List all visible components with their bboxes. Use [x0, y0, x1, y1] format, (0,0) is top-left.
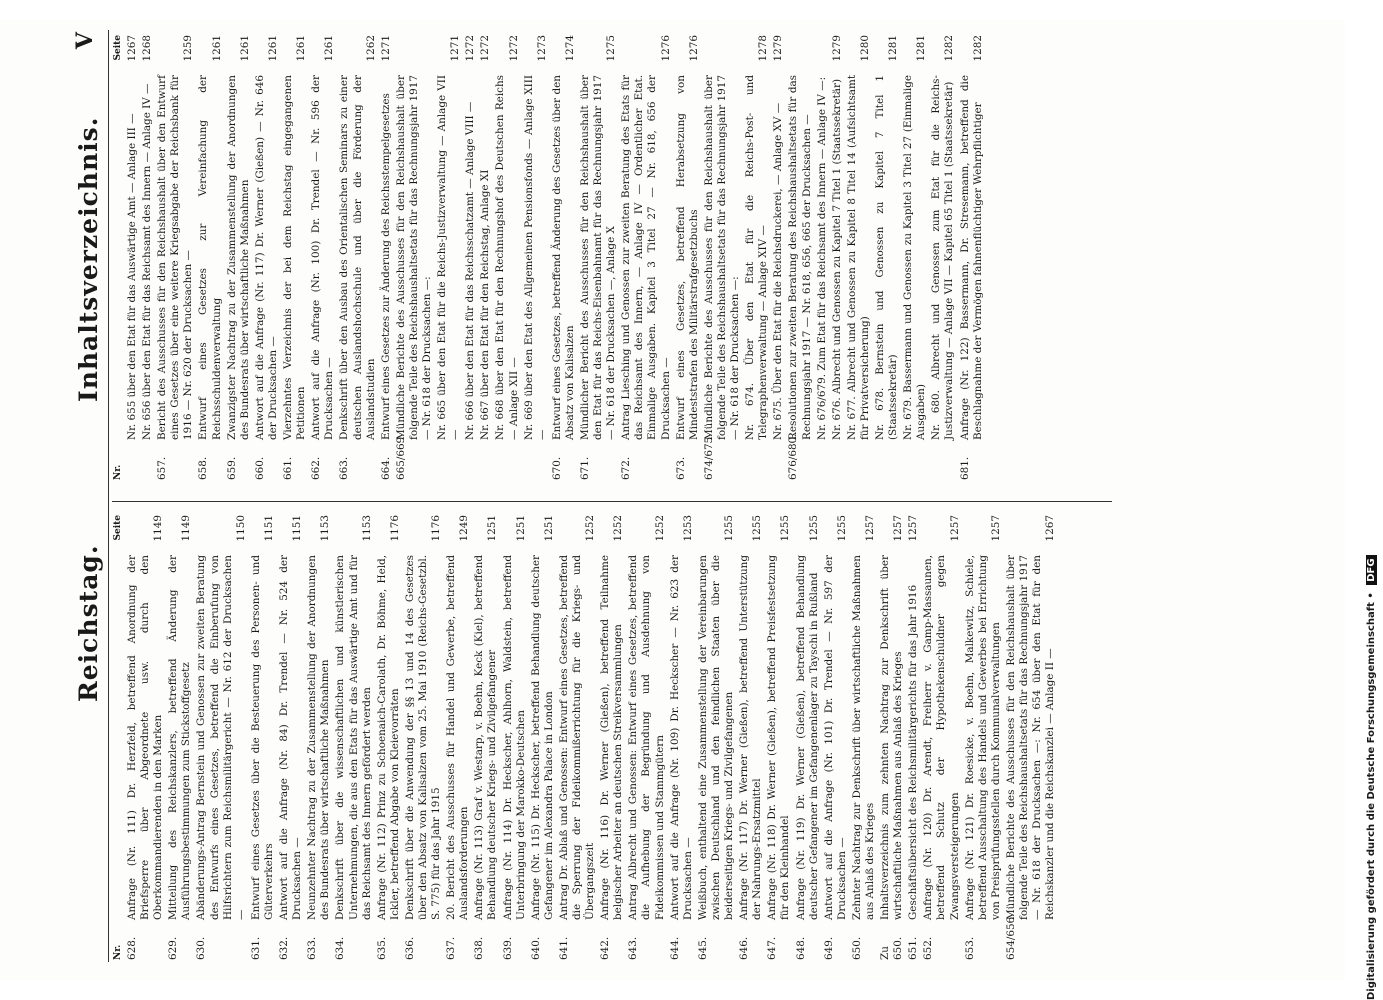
page-header: [72, 32, 112, 962]
entry-page: 1251: [542, 515, 555, 542]
entry-number: 674/675.: [702, 433, 715, 480]
entry-number: 642.: [599, 936, 612, 960]
toc-entry: [445, 515, 471, 960]
entry-page: 1276: [687, 35, 700, 62]
entry-number: [874, 440, 900, 480]
toc-entry: [530, 515, 556, 960]
toc-entry: [523, 35, 549, 480]
dfg-logo: DFG: [1366, 555, 1377, 584]
entry-text: Neunzehnter Nachtrag zu der Zusammenstellung der Anordnungen des Bundesrats über wirtschaftliche Maßnahmen: [306, 555, 332, 920]
entry-number: 634.: [334, 936, 347, 960]
toc-entry: [278, 515, 304, 960]
entry-number: 664.: [379, 456, 392, 480]
toc-entry: [922, 515, 961, 960]
toc-entry: [502, 515, 528, 960]
entry-number: [494, 440, 520, 480]
toc-entry: [846, 35, 872, 480]
entry-text: Entwurf eines Gesetzes, betreffend Herabsetzung von Mindeststrafen des Militärstrafgesetzbuchs: [674, 75, 700, 440]
entry-page: 1279: [830, 35, 843, 62]
entry-number: 663.: [338, 456, 351, 480]
toc-entry: [395, 35, 434, 480]
entry-page: 1267: [126, 35, 138, 62]
entry-number: 654/656.: [1004, 913, 1017, 960]
entry-number: 631.: [249, 936, 262, 960]
entry-page: 1153: [360, 515, 373, 542]
column-divider: [112, 501, 1112, 502]
entry-text: Nr. 677. Albrecht und Genossen zu Kapitel 8 Titel 14 (Aufsichtsamt für Privatversicherung): [845, 75, 871, 440]
entry-page: 1153: [319, 515, 332, 542]
entry-number: [744, 440, 770, 480]
entry-page: 1252: [584, 515, 597, 542]
entry-page: 1249: [458, 515, 471, 542]
entry-page: 1255: [723, 515, 736, 542]
toc-entry: [831, 35, 844, 480]
entry-page: 1257: [907, 515, 920, 542]
toc-entry: [874, 35, 900, 480]
entry-number: 659.: [225, 456, 238, 480]
toc-entry: [306, 515, 332, 960]
entry-number: 637.: [445, 936, 458, 960]
entry-page: 1255: [835, 515, 848, 542]
entry-text: Antwort auf die Anfrage (Nr. 109) Dr. Heckscher — Nr. 623 der Drucksachen —: [668, 555, 694, 920]
entry-text: Zehnter Nachtrag zur Denkschrift über wirtschaftliche Maßnahmen aus Anlaß des Krieges: [850, 555, 876, 920]
entry-number: 628.: [126, 936, 138, 960]
entry-page: 1262: [364, 35, 377, 62]
entry-text: Weißbuch, enthaltend eine Zusammenstellung der Vereinbarungen zwischen Deutschland und den feindlichen Staaten über die beiderseitigen Kriegs- und Zivilgefangenen: [696, 555, 736, 920]
entry-number: 681.: [958, 456, 971, 480]
entry-text: Inhaltsverzeichnis zum zehnten Nachtrag zur Denkschrift über wirtschaftliche Maßnahmen aus Anlaß des Krieges: [879, 555, 905, 920]
entry-number: 630.: [195, 936, 208, 960]
toc-entry: [551, 35, 577, 480]
entry-page: 1282: [943, 35, 956, 62]
entry-page: 1281: [887, 35, 900, 62]
entry-page: 1272: [464, 35, 477, 62]
entry-text: Anfrage (Nr. 121) Dr. Roesicke, v. Boehn, Malkewitz, Schiele, betreffend Ausschaltung des Handels und Gewerbes bei Errichtung von Preisprüfungsstellen durch Kommunalverwaltungen: [963, 555, 1002, 920]
toc-entry: [675, 35, 701, 480]
entry-number: 651.: [907, 936, 920, 960]
toc-entry: [195, 515, 247, 960]
entry-text: Nr. 680. Albrecht und Genossen zum Etat für die Reichs-Justizverwaltung — Anlage VII — Kapitel 65 Titel 1 (Staatssekretär): [930, 75, 956, 440]
entry-text: Entwurf eines Gesetzes zur Vereinfachung der Reichsschuldenverwaltung: [197, 75, 223, 440]
entry-number: [141, 440, 154, 480]
entry-text: Nr. 676. Albrecht und Genossen zu Kapitel 7 Titel 1 (Staatssekretär): [830, 78, 843, 440]
left-column-header: [112, 515, 126, 960]
entry-page: 1257: [989, 515, 1002, 542]
toc-entry: [197, 35, 223, 480]
entry-text: Mitteilung des Reichskanzlers, betreffend Änderung der Ausführungsbestimmungen zum Stickstoffgesetz: [167, 555, 193, 920]
entry-page: 1151: [291, 515, 304, 542]
entry-text: Geschäftsübersicht des Reichsmilitärgerichts für das Jahr 1916: [907, 584, 920, 920]
entry-number: 673.: [674, 456, 687, 480]
entry-text: Denkschrift über den Ausbau des Orientalischen Seminars zu einer deutschen Auslandshochschule und über die Förderung der Auslandstudien: [338, 75, 377, 440]
entry-page: 1278: [757, 35, 770, 62]
entry-number: [930, 440, 956, 480]
entry-text: Anfrage (Nr. 113) Graf v. Westarp, v. Boehn, Keck (Kiel), betreffend Behandlung deutscher Kriegs- und Zivilgefangener: [473, 555, 499, 920]
toc-entry: [473, 515, 499, 960]
entry-text: Anfrage (Nr. 111) Dr. Herzfeld, betreffend Anordnung der Briefsperre über Abgeordnete usw. durch den Oberkommandierenden in den Marken: [126, 555, 165, 920]
entry-text: Nr. 679. Bassermann und Genossen zu Kapitel 3 Titel 27 (Einmalige Ausgaben): [902, 75, 928, 440]
toc-entry: [620, 35, 672, 480]
entry-text: Nr. 676/679. Zum Etat für das Reichsamt des Innern — Anlage IV —:: [815, 76, 828, 440]
toc-entry: [879, 515, 905, 960]
toc-entry: [930, 35, 956, 480]
entry-number: 633.: [306, 936, 319, 960]
entry-page: 1252: [612, 515, 625, 542]
entry-text: Nr. 668 über den Etat für den Rechnungshof des Deutschen Reichs — Anlage XII —: [494, 75, 520, 440]
entry-number: 672.: [620, 456, 633, 480]
entry-text: Nr. 666 über den Etat für das Reichsschatzamt — Anlage VIII —: [464, 101, 477, 440]
entry-text: Nr. 678. Bernstein und Genossen zu Kapitel 7 Titel 1 (Staatssekretär): [873, 75, 900, 440]
page-numeral: V: [72, 32, 98, 50]
entry-number: 657.: [156, 456, 169, 480]
entry-page: 1280: [858, 35, 871, 62]
entry-page: 1257: [892, 515, 905, 542]
entry-page: 1257: [948, 515, 961, 542]
entry-text: Anfrage (Nr. 115) Dr. Heckscher, betreffend Behandlung deutscher Gefangener im Alexandra Palace in London: [529, 555, 555, 920]
entry-text: Resolutionen zur zweiten Beratung des Reichshaushaltsetats für das Rechnungsjahr 1917 — Nr. 618, 656, 665 der Drucksachen —: [787, 75, 813, 440]
entry-number: [772, 440, 785, 480]
toc-entry: [744, 35, 770, 480]
left-column: [112, 515, 1112, 960]
entry-page: 1151: [262, 515, 275, 542]
entry-page: 1261: [210, 35, 223, 62]
toc-entry: [167, 515, 193, 960]
toc-entry: [464, 35, 477, 480]
entry-number: 645.: [696, 936, 709, 960]
entry-text: Antrag Albrecht und Genossen: Entwurf eines Gesetzes, betreffend die Aufhebung der Begründung und Ausdehnung von Fideikommissen und Stammgütern: [627, 555, 666, 920]
dfg-stamp: [1366, 0, 1380, 1000]
toc-entry: [823, 515, 849, 960]
entry-text: Anfrage (Nr. 120) Dr. Arendt, Freiherr v. Gamp-Massaunen, betreffend Schutz der Hypothekenschuldner gegen Zwangsversteigerungen: [922, 555, 961, 920]
toc-entry: [579, 35, 618, 480]
entry-page: 1259: [182, 35, 195, 62]
entry-page: 1176: [388, 515, 401, 542]
entry-number: 650.: [850, 936, 863, 960]
entry-text: Anfrage (Nr. 112) Prinz zu Schoenaich-Carolath, Dr. Böhme, Held, Ickler, betreffend Abgabe von Kleievorräten: [375, 555, 401, 920]
entry-number: [902, 440, 928, 480]
entry-number: 653.: [963, 936, 976, 960]
entry-number: 638.: [473, 936, 486, 960]
entry-page: 1268: [141, 35, 154, 62]
toc-entry: [787, 35, 813, 480]
seite-header: Seite: [113, 35, 123, 61]
entry-text: Nr. 667 über den Etat für den Reichstag, Anlage XI: [479, 169, 492, 440]
toc-entry: [599, 515, 625, 960]
entry-page: 1253: [681, 515, 694, 542]
entry-page: 1252: [653, 515, 666, 542]
toc-entry: [250, 515, 276, 960]
entry-number: 636.: [403, 936, 416, 960]
entry-text: Mündliche Berichte des Ausschusses für den Reichshaushalt über folgende Teile des Reichshaushaltsetats für das Rechnungsjahr 1917 — Nr. 618 der Drucksachen —: Nr. 654 über den Etat für den Reichskanzler und die Reichskanzlei — Anlage II —: [1004, 555, 1057, 920]
entry-text: Abänderungs-Antrag Bernstein und Genossen zur zweiten Beratung des Entwurfs eines Gesetzes, betreffend die Einberufung von Hilfsrichtern zum Reichsmilitärgericht — Nr. 612 der Drucksachen —: [195, 555, 247, 920]
toc-entry: [902, 35, 928, 480]
entry-text: Mündlicher Bericht des Ausschusses für den Reichshaushalt über den Etat für das Reichs-Eisenbahnamt für das Rechnungsjahr 1917 — Nr. 618 der Drucksachen —, Anlage X: [579, 75, 618, 440]
toc-entry: [772, 35, 785, 480]
entry-number: 635.: [375, 936, 388, 960]
entry-number: 676/680.: [787, 433, 800, 480]
entry-number: 658.: [197, 456, 210, 480]
toc-entry: [436, 35, 462, 480]
entry-number: 652.: [922, 936, 935, 960]
entry-page: 1251: [514, 515, 527, 542]
toc-entry: [795, 515, 821, 960]
entry-text: Anfrage (Nr. 116) Dr. Werner (Gießen), betreffend Teilnahme belgischer Arbeiter an deutschen Streikversammlungen: [599, 555, 625, 920]
header-right-title: Inhaltsverzeichnis.: [74, 116, 103, 402]
toc-entry: [494, 35, 520, 480]
entry-text: Nr. 665 über den Etat für die Reichs-Justizverwaltung — Anlage VII —: [436, 75, 462, 440]
entry-number: 647.: [766, 936, 779, 960]
header-left-title: Reichstag.: [74, 544, 103, 702]
entry-number: [479, 440, 492, 480]
entry-number: [436, 440, 462, 480]
entry-number: 661.: [282, 456, 295, 480]
entry-number: [523, 440, 549, 480]
entry-number: 641.: [557, 936, 570, 960]
nr-header: Nr.: [113, 464, 123, 480]
toc-entry: [479, 35, 492, 480]
entry-number: [846, 440, 872, 480]
left-entry-list: [126, 515, 1057, 960]
entry-number: 649.: [822, 936, 835, 960]
toc-entry: [334, 515, 373, 960]
entry-page: 1261: [266, 35, 279, 62]
toc-entry: [907, 515, 920, 960]
entry-text: 20. Bericht des Ausschusses für Handel und Gewerbe, betreffend Auslandsforderungen: [445, 555, 471, 920]
header-rule: [108, 30, 109, 962]
entry-page: 1176: [430, 515, 443, 542]
entry-number: 662.: [310, 456, 323, 480]
toc-entry: [558, 515, 597, 960]
entry-page: 1282: [971, 35, 984, 62]
toc-entry: [141, 35, 154, 480]
right-entry-list: [126, 35, 985, 480]
entry-text: Antrag Dr. Ablaß und Genossen: Entwurf eines Gesetzes, betreffend die Sperrung der Fideikommißerrichtung für die Kriegs- und Übergangszeit: [557, 555, 597, 920]
entry-page: 1261: [323, 35, 336, 62]
entry-text: Antwort auf die Anfrage (Nr. 84) Dr. Trendel — Nr. 524 der Drucksachen —: [278, 555, 304, 920]
entry-text: Vierzehntes Verzeichnis der bei dem Reichstag eingegangenen Petitionen: [282, 75, 308, 440]
entry-number: [816, 440, 829, 480]
toc-entry: [703, 35, 742, 480]
entry-text: Anfrage (Nr. 119) Dr. Werner (Gießen), betreffend Behandlung deutscher Gefangener im Gefangenenlager zu Tayschi in Rußland: [794, 555, 820, 920]
entry-number: 629.: [167, 936, 180, 960]
toc-entry: [697, 515, 736, 960]
toc-entry: [1005, 515, 1057, 960]
entry-number: 640.: [529, 936, 542, 960]
toc-entry: [766, 515, 792, 960]
entry-page: 1149: [180, 515, 193, 542]
right-column-header: [112, 35, 126, 480]
dfg-stamp-text: Digitalisierung gefördert durch die Deutsche Forschungsgemeinschaft •: [1366, 592, 1377, 1000]
toc-entry: [851, 515, 877, 960]
entry-text: Mündliche Berichte des Ausschusses für den Reichshaushalt über folgende Teile des Reichshaushaltsetats für das Rechnungsjahr 1917 — Nr. 618 der Drucksachen —:: [702, 75, 742, 440]
toc-entry: [338, 35, 377, 480]
entry-text: Nr. 655 über den Etat für das Auswärtige Amt — Anlage III —: [126, 113, 138, 440]
entry-page: 1261: [295, 35, 308, 62]
entry-page: 1261: [238, 35, 251, 62]
entry-number: Zu 650.: [879, 936, 905, 960]
entry-text: Anfrage (Nr. 114) Dr. Heckscher, Ahlhorn, Waldstein, betreffend Unterbringung der Marokko-Deutschen: [501, 555, 527, 920]
entry-page: 1271: [379, 35, 392, 62]
entry-text: Nr. 669 über den Etat des Allgemeinen Pensionsfonds — Anlage XIII —: [522, 75, 548, 440]
entry-page: 1149: [152, 515, 165, 542]
toc-entry: [959, 35, 985, 480]
toc-entry: [126, 35, 139, 480]
entry-page: 1255: [807, 515, 820, 542]
entry-page: 1276: [659, 35, 672, 62]
entry-text: Zwanzigster Nachtrag zu der Zusammenstellung der Anordnungen des Bundesrats über wirtschaftliche Maßnahmen: [225, 75, 251, 440]
entry-number: 643.: [627, 936, 640, 960]
entry-text: Anfrage (Nr. 117) Dr. Werner (Gießen), betreffend Unterstützung der Nahrungs-Ersatzmittel: [738, 555, 764, 920]
entry-text: Mündliche Berichte des Ausschusses für den Reichshaushalt über folgende Teile des Reichshaushaltsetats für das Rechnungsjahr 1917 — Nr. 618 der Drucksachen —:: [394, 75, 433, 440]
entry-number: 648.: [794, 936, 807, 960]
toc-entry: [380, 35, 393, 480]
entry-text: Antwort auf die Anfrage (Nr. 100) Dr. Trendel — Nr. 596 der Drucksachen —: [310, 75, 336, 440]
entry-text: Entwurf eines Gesetzes zur Änderung des Reichsstempelgesetzes: [379, 93, 392, 440]
toc-entry: [254, 35, 280, 480]
entry-number: [831, 440, 844, 480]
entry-number: 632.: [278, 936, 291, 960]
entry-page: 1257: [863, 515, 876, 542]
entry-text: Bericht des Ausschusses für den Reichshaushalt über den Entwurf eines Gesetzes über eine weitere Kriegsabgabe der Reichsbank für 1916 — Nr. 620 der Drucksachen —: [156, 75, 195, 440]
entry-page: 1272: [507, 35, 520, 62]
entry-page: 1274: [563, 35, 576, 62]
right-column: [112, 35, 1122, 480]
entry-text: Anfrage (Nr. 122) Bassermann, Dr. Stresemann, betreffend die Beschlagnahme der Vermögen fahnenflüchtiger Wehrpflichtiger: [958, 75, 984, 440]
entry-text: Antwort auf die Anfrage (Nr. 101) Dr. Trendel — Nr. 597 der Drucksachen —: [822, 555, 848, 920]
entry-text: Antrag Liesching und Genossen zur zweiten Beratung des Etats für das Reichsamt des Innern, — Anlage IV — Ordentlicher Etat. Einmalige Ausgaben. Kapitel 3 Titel 27 — Nr. 618, 656 der Drucksachen —: [620, 75, 672, 440]
toc-entry: [282, 35, 308, 480]
entry-number: [126, 440, 139, 480]
entry-page: 1150: [234, 515, 247, 542]
entry-page: 1255: [779, 515, 792, 542]
entry-page: 1251: [486, 515, 499, 542]
entry-page: 1271: [449, 35, 462, 62]
toc-entry: [226, 35, 252, 480]
entry-number: 644.: [668, 936, 681, 960]
entry-page: 1281: [915, 35, 928, 62]
entry-page: 1275: [605, 35, 618, 62]
toc-entry: [964, 515, 1003, 960]
entry-number: 639.: [501, 936, 514, 960]
entry-text: Denkschrift über die wissenschaftlichen und künstlerischen Unternehmungen, die aus den Etats für das Auswärtige Amt und für das Reichsamt des Innern gefördert werden: [334, 555, 373, 920]
entry-number: 660.: [253, 456, 266, 480]
entry-page: 1273: [535, 35, 548, 62]
toc-entry: [376, 515, 402, 960]
toc-entry: [669, 515, 695, 960]
toc-entry: [738, 515, 764, 960]
entry-number: 665/669.: [394, 433, 407, 480]
toc-entry: [126, 515, 165, 960]
entry-text: Antwort auf die Anfrage (Nr. 117) Dr. Werner (Gießen) — Nr. 646 der Drucksachen —: [253, 75, 279, 440]
entry-text: Nr. 674. Über den Etat für die Reichs-Post- und Telegraphenverwaltung — Anlage XIV —: [744, 75, 770, 440]
toc-entry: [816, 35, 829, 480]
entry-number: 671.: [579, 456, 591, 480]
entry-page: 1272: [479, 35, 492, 62]
entry-page: 1267: [1044, 515, 1057, 542]
entry-text: Nr. 656 über den Etat für das Reichsamt des Innern — Anlage IV —: [141, 83, 154, 440]
toc-entry: [310, 35, 336, 480]
scanned-page: [0, 20, 1345, 980]
entry-number: [464, 440, 477, 480]
toc-entry: [404, 515, 443, 960]
entry-number: 670.: [550, 456, 563, 480]
entry-text: Denkschrift über die Anwendung der §§ 13 und 14 des Gesetzes über den Absatz von Kalisalzen vom 25. Mai 1910 (Reichs-Gesetzbl. S. 775) für das Jahr 1915: [403, 555, 443, 920]
entry-page: 1255: [751, 515, 764, 542]
entry-text: Nr. 675. Über den Etat für die Reichsdruckerei, — Anlage XV —: [772, 102, 785, 440]
seite-header: Seite: [113, 515, 123, 541]
entry-text: Anfrage (Nr. 118) Dr. Werner (Gießen), betreffend Preisfestsetzung für den Kleinhandel: [766, 555, 792, 920]
nr-header: Nr.: [113, 944, 123, 960]
entry-page: 1279: [772, 35, 785, 62]
toc-entry: [156, 35, 195, 480]
toc-entry: [627, 515, 666, 960]
entry-number: 646.: [738, 936, 751, 960]
entry-text: Entwurf eines Gesetzes, betreffend Änderung des Gesetzes über den Absatz von Kalisalzen: [550, 75, 576, 440]
entry-text: Entwurf eines Gesetzes über die Besteuerung des Personen- und Güterverkehrs: [249, 555, 275, 920]
